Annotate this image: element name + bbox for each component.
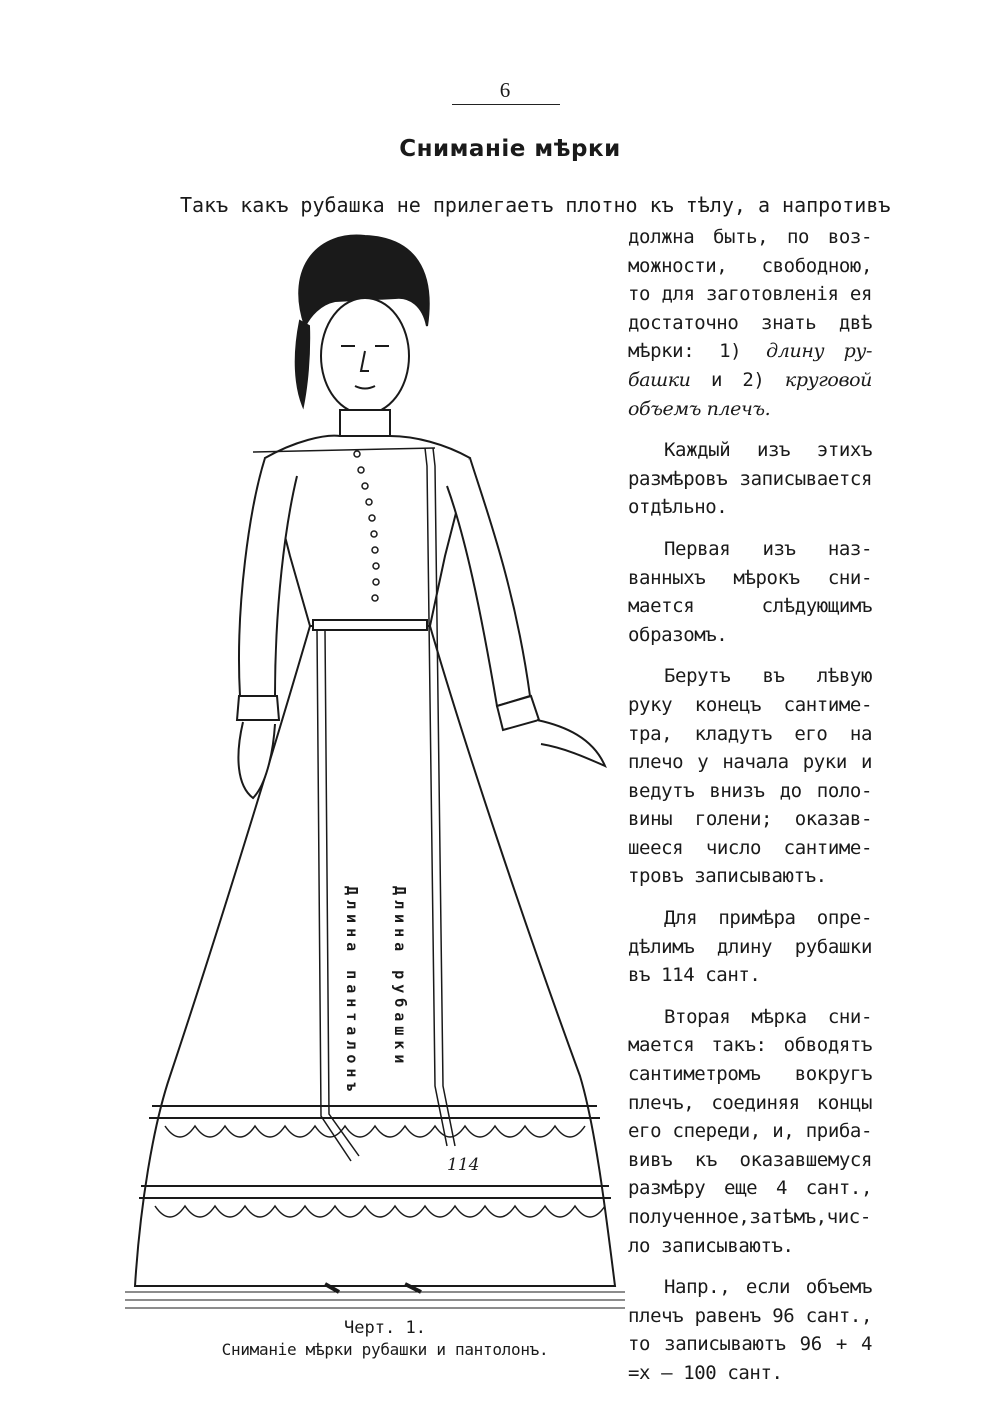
text-line: вины голени; оказав- xyxy=(628,808,872,831)
text-line: плечъ равенъ 96 сант., xyxy=(628,1304,872,1327)
text-line: ло записываютъ. xyxy=(628,1234,794,1257)
paragraph-4 xyxy=(628,662,872,891)
text-line: Для примѣра опре- xyxy=(664,907,872,930)
section-title: Сниманіе мѣрки xyxy=(399,136,621,162)
text-line: размѣру еще 4 сант., xyxy=(628,1177,872,1200)
paragraph-7 xyxy=(628,1273,872,1387)
text-line: Напр., если объемъ xyxy=(664,1276,872,1299)
text-line xyxy=(628,366,872,395)
text-line: полученное,затѣмъ,чис- xyxy=(628,1206,871,1228)
text-line: шееся число сантиме- xyxy=(628,836,872,859)
text-line: должна быть, по воз- xyxy=(628,226,872,248)
text-line: мается такъ: обводятъ xyxy=(628,1034,872,1057)
text-line: тровъ записываютъ. xyxy=(628,865,827,888)
paragraph-5 xyxy=(628,904,872,990)
right-sleeve xyxy=(447,458,530,706)
bodice-outline xyxy=(265,436,470,626)
text-line: достаточно знать двѣ xyxy=(628,311,872,334)
text-line: Первая изъ наз- xyxy=(664,537,872,560)
text-line: размѣровъ записывается xyxy=(628,467,872,490)
text-line: Вторая мѣрка сни- xyxy=(664,1005,872,1028)
page-number: 6 xyxy=(499,78,511,102)
left-cuff xyxy=(237,696,279,720)
text-line: отдѣльно. xyxy=(628,496,728,519)
text-line: то записываютъ 96 + 4 xyxy=(628,1333,872,1356)
text-fragment: мѣрки: 1) xyxy=(628,340,742,363)
right-hand xyxy=(537,720,605,766)
tape-mark-label: 114 xyxy=(447,1155,480,1175)
waist-tape xyxy=(313,620,427,630)
hair-braid xyxy=(296,321,309,406)
text-line: сантиметромъ вокругъ xyxy=(628,1063,872,1086)
intro-line: Такъ какъ рубашка не прилегаетъ плотно къ тѣлу, а напротивъ xyxy=(180,193,891,217)
text-line: тра, кладутъ его на xyxy=(628,722,872,745)
text-line: ванныхъ мѣрокъ сни- xyxy=(628,566,872,589)
dress-illustration xyxy=(125,226,625,1316)
shirt-length-label: Длина рубашки xyxy=(391,886,409,1069)
floor-shading xyxy=(125,1292,625,1308)
text-line: въ 114 сант. xyxy=(628,964,761,987)
text-line: вивъ къ оказавшемуся xyxy=(628,1148,872,1171)
left-sleeve xyxy=(239,458,297,696)
text-line xyxy=(628,337,872,366)
paragraph-2 xyxy=(628,436,872,522)
text-line: Берутъ въ лѣвую xyxy=(664,665,872,688)
text-line: Каждый изъ этихъ xyxy=(664,439,872,462)
text-line: плечо у начала руки и xyxy=(628,751,872,774)
text-line: объемъ плечъ. xyxy=(628,397,771,420)
page-number-rule xyxy=(452,104,560,105)
text-line: то для заготовленія ея xyxy=(628,283,872,306)
emphasis-fragment: длину ру- xyxy=(766,340,872,363)
emphasis-fragment: башки xyxy=(628,368,691,391)
paragraph-6 xyxy=(628,1003,872,1260)
text-line: плечъ, соединяя концы xyxy=(628,1091,872,1114)
figure-caption: Сниманіе мѣрки рубашки и пантолонъ. xyxy=(221,1340,549,1359)
paragraph-3 xyxy=(628,535,872,649)
pants-length-label: Длина панталонъ xyxy=(343,886,361,1097)
text-column xyxy=(628,223,872,1401)
text-fragment: и 2) xyxy=(710,368,765,391)
text-line: =х — 100 сант. xyxy=(628,1361,783,1384)
text-line: его спереди, и, приба- xyxy=(628,1120,872,1143)
text-line: образомъ. xyxy=(628,623,728,646)
text-line: мается слѣдующимъ xyxy=(628,595,872,618)
text-line: дѣлимъ длину рубашки xyxy=(628,935,872,958)
text-line: ведутъ внизъ до поло- xyxy=(628,779,872,802)
figure-number: Черт. 1. xyxy=(344,1318,426,1338)
emphasis-fragment: круговой xyxy=(784,368,872,391)
text-line: можности, свободною, xyxy=(628,254,872,277)
collar xyxy=(340,410,390,436)
paragraph-1 xyxy=(628,223,872,423)
text-line: руку конецъ сантиме- xyxy=(628,693,872,716)
